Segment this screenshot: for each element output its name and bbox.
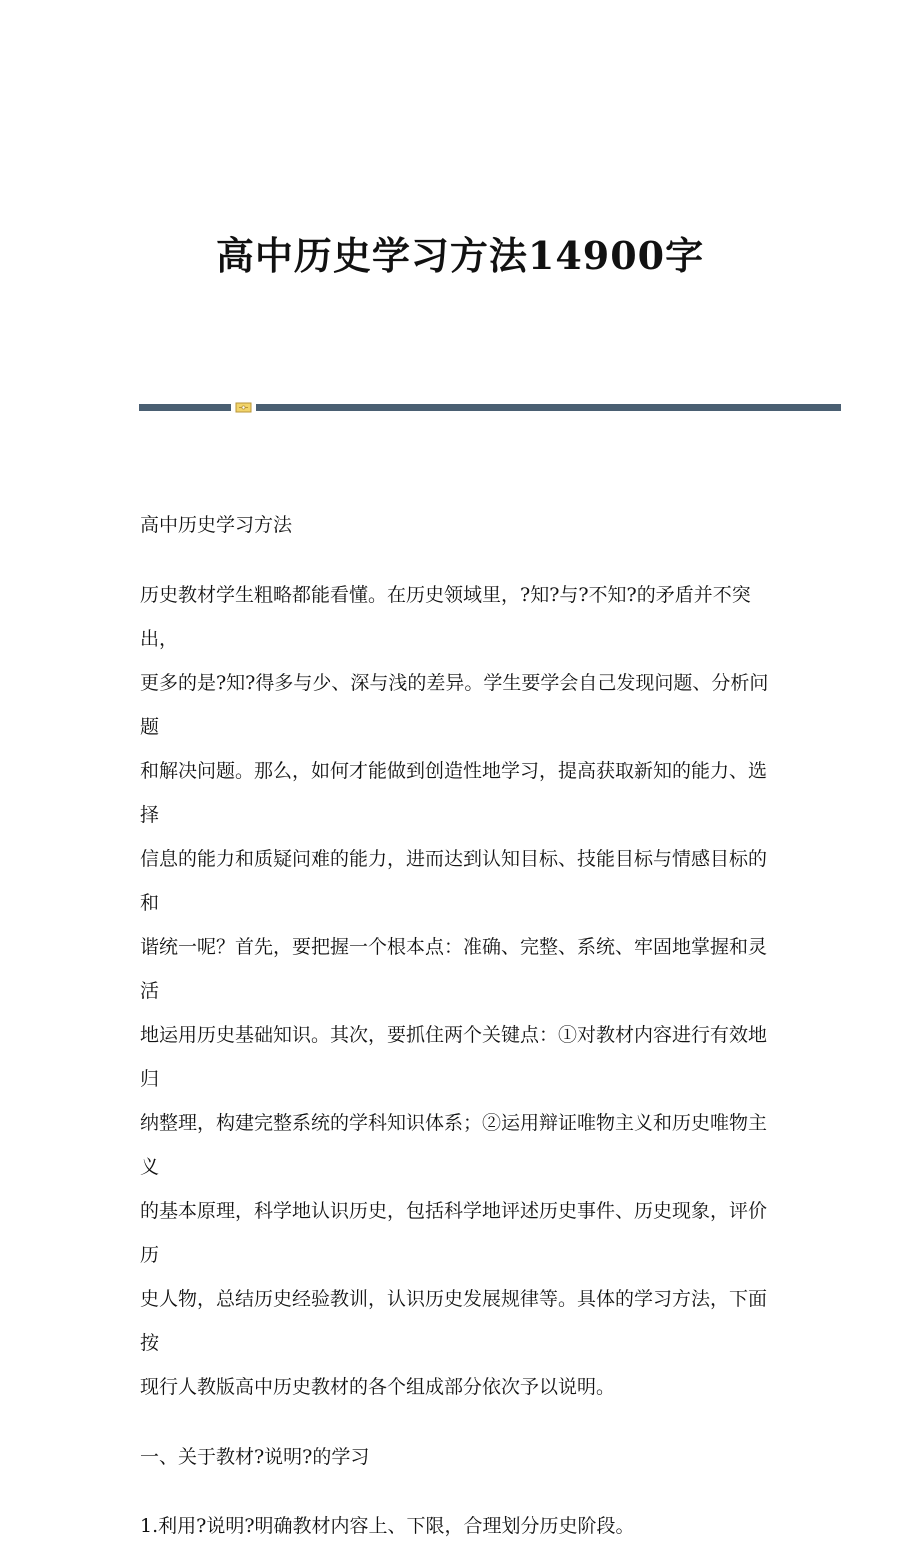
intro-paragraph	[140, 573, 780, 1409]
document-body	[140, 507, 780, 1544]
paragraph-line: 纳整理，构建完整系统的学科知识体系；②运用辩证唯物主义和历史唯物主义	[140, 1112, 768, 1178]
paragraph-line: 和解决问题。那么，如何才能做到创造性地学习，提高获取新知的能力、选择	[140, 760, 768, 826]
document-title: 高中历史学习方法14900字	[215, 233, 705, 278]
divider-bar-left	[139, 404, 231, 411]
paragraph-line: 更多的是?知?得多与少、深与浅的差异。学生要学会自己发现问题、分析问题	[140, 672, 769, 738]
paragraph-line: 史人物，总结历史经验教训，认识历史发展规律等。具体的学习方法，下面按	[140, 1288, 768, 1354]
title-divider	[139, 402, 841, 414]
paragraph-line: 现行人教版高中历史教材的各个组成部分依次予以说明。	[140, 1376, 616, 1398]
subheading-1: 一、关于教材?说明?的学习	[140, 1446, 370, 1468]
paragraph-line: 谐统一呢？首先，要把握一个根本点：准确、完整、系统、牢固地掌握和灵活	[140, 936, 768, 1002]
divider-ornament-icon	[235, 402, 252, 413]
list-item-1: 1.利用?说明?明确教材内容上、下限，合理划分历史阶段。	[140, 1515, 635, 1537]
paragraph-line: 信息的能力和质疑问难的能力，进而达到认知目标、技能目标与情感目标的和	[140, 848, 768, 914]
section-heading: 高中历史学习方法	[140, 514, 293, 536]
paragraph-line: 地运用历史基础知识。其次，要抓住两个关键点：①对教材内容进行有效地归	[140, 1024, 768, 1090]
paragraph-line: 的基本原理，科学地认识历史，包括科学地评述历史事件、历史现象，评价历	[140, 1200, 768, 1266]
paragraph-line: 历史教材学生粗略都能看懂。在历史领域里，?知?与?不知?的矛盾并不突出，	[140, 584, 751, 650]
divider-bar-right	[256, 404, 841, 411]
